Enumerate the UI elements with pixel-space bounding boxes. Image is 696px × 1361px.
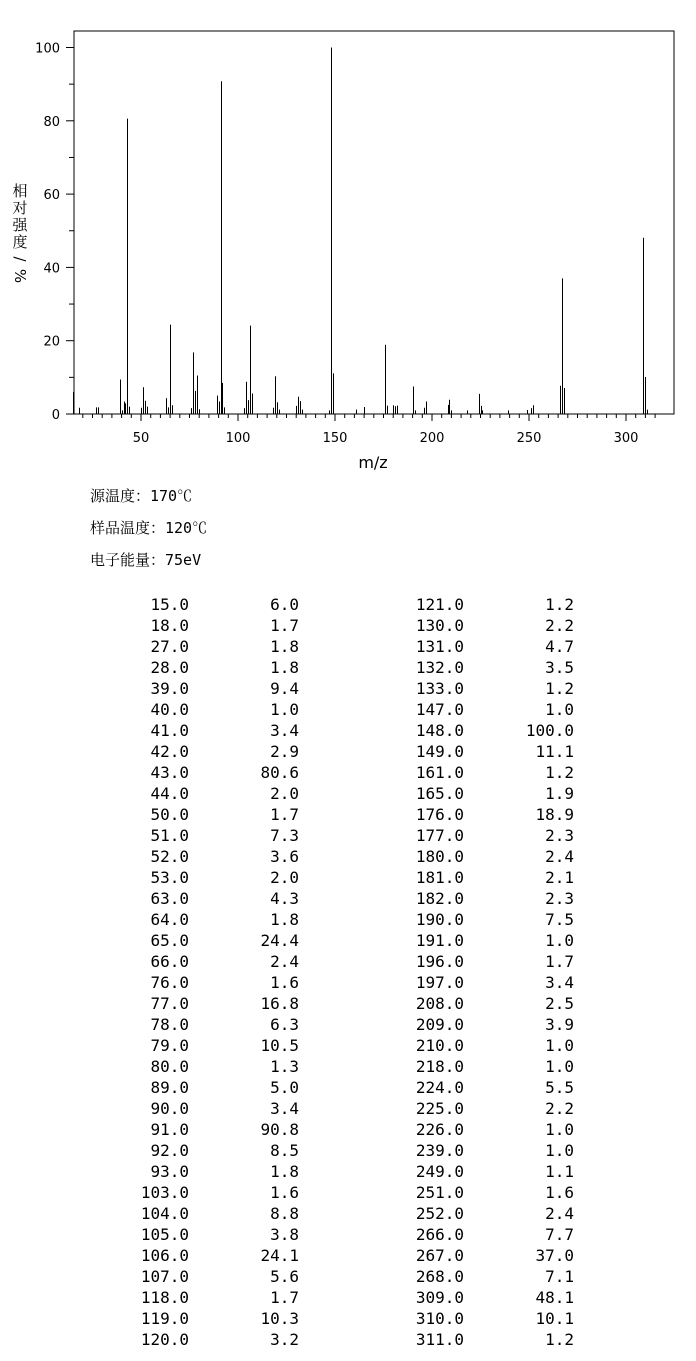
table-row bbox=[0, 1224, 696, 1245]
mz-cell: 106.0 bbox=[140, 1246, 189, 1265]
intensity-cell: 3.2 bbox=[270, 1330, 299, 1349]
intensity-cell: 4.3 bbox=[270, 889, 299, 908]
table-row bbox=[0, 1266, 696, 1287]
intensity-cell: 10.3 bbox=[260, 1309, 299, 1328]
mz-cell: 132.0 bbox=[415, 658, 464, 677]
intensity-cell: 80.6 bbox=[260, 763, 299, 782]
intensity-cell: 1.8 bbox=[270, 658, 299, 677]
table-row bbox=[0, 615, 696, 636]
table-row bbox=[0, 762, 696, 783]
intensity-cell: 3.8 bbox=[270, 1225, 299, 1244]
mz-cell: 131.0 bbox=[415, 637, 464, 656]
intensity-cell: 2.9 bbox=[270, 742, 299, 761]
y-axis-label-char: 度 bbox=[12, 233, 28, 251]
y-axis-label-char: / bbox=[11, 256, 29, 262]
table-row bbox=[0, 993, 696, 1014]
mz-cell: 130.0 bbox=[415, 616, 464, 635]
mz-cell: 104.0 bbox=[140, 1204, 189, 1223]
mz-cell: 251.0 bbox=[415, 1183, 464, 1202]
mz-cell: 197.0 bbox=[415, 973, 464, 992]
sample-temperature: 样品温度：120℃ bbox=[90, 519, 208, 537]
intensity-cell: 7.3 bbox=[270, 826, 299, 845]
mz-cell: 41.0 bbox=[150, 721, 189, 740]
intensity-cell: 1.2 bbox=[545, 595, 574, 614]
intensity-cell: 1.6 bbox=[545, 1183, 574, 1202]
intensity-cell: 1.6 bbox=[270, 1183, 299, 1202]
intensity-cell: 3.9 bbox=[545, 1015, 574, 1034]
intensity-cell: 1.7 bbox=[545, 952, 574, 971]
mz-cell: 180.0 bbox=[415, 847, 464, 866]
table-row bbox=[0, 825, 696, 846]
mz-cell: 51.0 bbox=[150, 826, 189, 845]
intensity-cell: 2.0 bbox=[270, 868, 299, 887]
intensity-cell: 8.8 bbox=[270, 1204, 299, 1223]
mz-cell: 182.0 bbox=[415, 889, 464, 908]
mz-cell: 224.0 bbox=[415, 1078, 464, 1097]
intensity-cell: 3.4 bbox=[545, 973, 574, 992]
mz-cell: 249.0 bbox=[415, 1162, 464, 1181]
mz-cell: 147.0 bbox=[415, 700, 464, 719]
table-row bbox=[0, 1077, 696, 1098]
table-row bbox=[0, 1161, 696, 1182]
intensity-cell: 2.0 bbox=[270, 784, 299, 803]
mz-cell: 78.0 bbox=[150, 1015, 189, 1034]
intensity-cell: 6.0 bbox=[270, 595, 299, 614]
table-row bbox=[0, 1014, 696, 1035]
mz-cell: 91.0 bbox=[150, 1120, 189, 1139]
intensity-cell: 1.8 bbox=[270, 910, 299, 929]
mz-cell: 311.0 bbox=[415, 1330, 464, 1349]
mz-cell: 176.0 bbox=[415, 805, 464, 824]
table-row bbox=[0, 1056, 696, 1077]
table-row bbox=[0, 804, 696, 825]
x-axis-label: m/z bbox=[358, 453, 388, 472]
table-row bbox=[0, 930, 696, 951]
x-tick-label: 250 bbox=[516, 431, 542, 446]
mz-cell: 149.0 bbox=[415, 742, 464, 761]
table-row bbox=[0, 783, 696, 804]
x-tick-label: 150 bbox=[322, 431, 348, 446]
mz-cell: 208.0 bbox=[415, 994, 464, 1013]
intensity-cell: 1.1 bbox=[545, 1162, 574, 1181]
intensity-cell: 1.0 bbox=[545, 1141, 574, 1160]
intensity-cell: 11.1 bbox=[535, 742, 574, 761]
intensity-cell: 1.0 bbox=[545, 1120, 574, 1139]
mz-cell: 121.0 bbox=[415, 595, 464, 614]
table-row bbox=[0, 1287, 696, 1308]
table-row bbox=[0, 1329, 696, 1350]
mz-cell: 148.0 bbox=[415, 721, 464, 740]
source-temperature: 源温度：170℃ bbox=[90, 487, 193, 505]
mz-cell: 252.0 bbox=[415, 1204, 464, 1223]
mz-cell: 133.0 bbox=[415, 679, 464, 698]
intensity-cell: 1.0 bbox=[545, 931, 574, 950]
mz-cell: 77.0 bbox=[150, 994, 189, 1013]
table-row bbox=[0, 867, 696, 888]
mz-cell: 53.0 bbox=[150, 868, 189, 887]
intensity-cell: 2.4 bbox=[545, 847, 574, 866]
table-row bbox=[0, 1119, 696, 1140]
intensity-cell: 2.5 bbox=[545, 994, 574, 1013]
mz-cell: 190.0 bbox=[415, 910, 464, 929]
x-tick-label: 100 bbox=[225, 431, 251, 446]
mz-cell: 93.0 bbox=[150, 1162, 189, 1181]
table-row bbox=[0, 699, 696, 720]
intensity-cell: 2.3 bbox=[545, 889, 574, 908]
mz-cell: 64.0 bbox=[150, 910, 189, 929]
intensity-cell: 1.2 bbox=[545, 679, 574, 698]
intensity-cell: 1.0 bbox=[545, 1036, 574, 1055]
mz-cell: 309.0 bbox=[415, 1288, 464, 1307]
mz-cell: 210.0 bbox=[415, 1036, 464, 1055]
mz-cell: 15.0 bbox=[150, 595, 189, 614]
mz-cell: 191.0 bbox=[415, 931, 464, 950]
mz-cell: 161.0 bbox=[415, 763, 464, 782]
intensity-cell: 1.3 bbox=[270, 1057, 299, 1076]
y-tick-label: 40 bbox=[43, 261, 60, 277]
intensity-cell: 1.2 bbox=[545, 1330, 574, 1349]
intensity-cell: 3.6 bbox=[270, 847, 299, 866]
table-row bbox=[0, 972, 696, 993]
electron-energy: 电子能量：75eV bbox=[90, 551, 202, 569]
table-row bbox=[0, 636, 696, 657]
mz-cell: 266.0 bbox=[415, 1225, 464, 1244]
table-row bbox=[0, 1308, 696, 1329]
intensity-cell: 3.4 bbox=[270, 1099, 299, 1118]
mz-cell: 239.0 bbox=[415, 1141, 464, 1160]
mz-cell: 196.0 bbox=[415, 952, 464, 971]
intensity-cell: 24.4 bbox=[260, 931, 299, 950]
intensity-cell: 2.3 bbox=[545, 826, 574, 845]
intensity-cell: 48.1 bbox=[535, 1288, 574, 1307]
y-tick-label: 60 bbox=[43, 188, 60, 204]
intensity-cell: 1.0 bbox=[545, 700, 574, 719]
y-tick-label: 100 bbox=[35, 41, 60, 57]
mz-cell: 209.0 bbox=[415, 1015, 464, 1034]
x-tick-label: 50 bbox=[132, 431, 150, 446]
mz-cell: 18.0 bbox=[150, 616, 189, 635]
mz-cell: 43.0 bbox=[150, 763, 189, 782]
intensity-cell: 2.2 bbox=[545, 1099, 574, 1118]
intensity-cell: 8.5 bbox=[270, 1141, 299, 1160]
table-row bbox=[0, 846, 696, 867]
mz-cell: 177.0 bbox=[415, 826, 464, 845]
mz-cell: 63.0 bbox=[150, 889, 189, 908]
table-row bbox=[0, 909, 696, 930]
table-row bbox=[0, 678, 696, 699]
intensity-cell: 1.8 bbox=[270, 1162, 299, 1181]
mz-cell: 118.0 bbox=[140, 1288, 189, 1307]
mz-cell: 79.0 bbox=[150, 1036, 189, 1055]
intensity-cell: 7.7 bbox=[545, 1225, 574, 1244]
intensity-cell: 1.2 bbox=[545, 763, 574, 782]
table-row bbox=[0, 951, 696, 972]
x-tick-label: 300 bbox=[613, 431, 639, 446]
mz-cell: 89.0 bbox=[150, 1078, 189, 1097]
mz-cell: 44.0 bbox=[150, 784, 189, 803]
mz-cell: 103.0 bbox=[140, 1183, 189, 1202]
intensity-cell: 1.7 bbox=[270, 616, 299, 635]
table-row bbox=[0, 1203, 696, 1224]
table-row bbox=[0, 720, 696, 741]
mz-cell: 107.0 bbox=[140, 1267, 189, 1286]
y-axis-label bbox=[11, 182, 29, 283]
x-tick-label: 200 bbox=[419, 431, 445, 446]
mz-cell: 225.0 bbox=[415, 1099, 464, 1118]
intensity-cell: 1.6 bbox=[270, 973, 299, 992]
mz-cell: 42.0 bbox=[150, 742, 189, 761]
intensity-cell: 10.1 bbox=[535, 1309, 574, 1328]
table-row bbox=[0, 1098, 696, 1119]
intensity-cell: 5.5 bbox=[545, 1078, 574, 1097]
table-row bbox=[0, 1245, 696, 1266]
mz-cell: 39.0 bbox=[150, 679, 189, 698]
table-row bbox=[0, 888, 696, 909]
y-axis-label-char: 强 bbox=[12, 216, 28, 234]
y-tick-label: 20 bbox=[43, 334, 60, 350]
table-row bbox=[0, 657, 696, 678]
mass-spectrum-chart bbox=[0, 0, 696, 480]
intensity-cell: 18.9 bbox=[535, 805, 574, 824]
intensity-cell: 2.1 bbox=[545, 868, 574, 887]
mz-cell: 40.0 bbox=[150, 700, 189, 719]
y-tick-label: 0 bbox=[51, 408, 60, 423]
intensity-cell: 100.0 bbox=[525, 721, 574, 740]
intensity-cell: 2.4 bbox=[545, 1204, 574, 1223]
table-row bbox=[0, 594, 696, 615]
intensity-cell: 37.0 bbox=[535, 1246, 574, 1265]
mz-cell: 28.0 bbox=[150, 658, 189, 677]
table-row bbox=[0, 1140, 696, 1161]
mz-cell: 76.0 bbox=[150, 973, 189, 992]
intensity-cell: 24.1 bbox=[260, 1246, 299, 1265]
intensity-cell: 7.1 bbox=[545, 1267, 574, 1286]
intensity-cell: 1.9 bbox=[545, 784, 574, 803]
intensity-cell: 6.3 bbox=[270, 1015, 299, 1034]
intensity-cell: 2.4 bbox=[270, 952, 299, 971]
mz-cell: 181.0 bbox=[415, 868, 464, 887]
mz-cell: 105.0 bbox=[140, 1225, 189, 1244]
intensity-cell: 1.0 bbox=[545, 1057, 574, 1076]
mz-cell: 310.0 bbox=[415, 1309, 464, 1328]
intensity-cell: 16.8 bbox=[260, 994, 299, 1013]
mz-cell: 218.0 bbox=[415, 1057, 464, 1076]
y-axis-label-char: % bbox=[11, 268, 29, 284]
intensity-cell: 1.8 bbox=[270, 637, 299, 656]
mz-cell: 268.0 bbox=[415, 1267, 464, 1286]
mz-cell: 90.0 bbox=[150, 1099, 189, 1118]
intensity-cell: 1.7 bbox=[270, 1288, 299, 1307]
intensity-cell: 9.4 bbox=[270, 679, 299, 698]
mz-cell: 80.0 bbox=[150, 1057, 189, 1076]
intensity-cell: 3.5 bbox=[545, 658, 574, 677]
y-axis-label-char: 相 bbox=[12, 182, 28, 200]
intensity-cell: 90.8 bbox=[260, 1120, 299, 1139]
intensity-cell: 3.4 bbox=[270, 721, 299, 740]
mz-cell: 120.0 bbox=[140, 1330, 189, 1349]
mz-cell: 165.0 bbox=[415, 784, 464, 803]
intensity-cell: 7.5 bbox=[545, 910, 574, 929]
intensity-cell: 1.7 bbox=[270, 805, 299, 824]
y-tick-label: 80 bbox=[43, 114, 60, 130]
mz-cell: 27.0 bbox=[150, 637, 189, 656]
mz-cell: 50.0 bbox=[150, 805, 189, 824]
mz-cell: 92.0 bbox=[150, 1141, 189, 1160]
intensity-cell: 5.0 bbox=[270, 1078, 299, 1097]
mz-cell: 267.0 bbox=[415, 1246, 464, 1265]
mz-cell: 65.0 bbox=[150, 931, 189, 950]
intensity-cell: 1.0 bbox=[270, 700, 299, 719]
plot-frame bbox=[74, 31, 674, 414]
mz-cell: 226.0 bbox=[415, 1120, 464, 1139]
table-row bbox=[0, 741, 696, 762]
mz-cell: 66.0 bbox=[150, 952, 189, 971]
mz-cell: 119.0 bbox=[140, 1309, 189, 1328]
intensity-cell: 4.7 bbox=[545, 637, 574, 656]
intensity-cell: 2.2 bbox=[545, 616, 574, 635]
mz-cell: 52.0 bbox=[150, 847, 189, 866]
y-axis-label-char: 对 bbox=[12, 199, 28, 217]
intensity-cell: 10.5 bbox=[260, 1036, 299, 1055]
table-row bbox=[0, 1182, 696, 1203]
intensity-cell: 5.6 bbox=[270, 1267, 299, 1286]
table-row bbox=[0, 1035, 696, 1056]
